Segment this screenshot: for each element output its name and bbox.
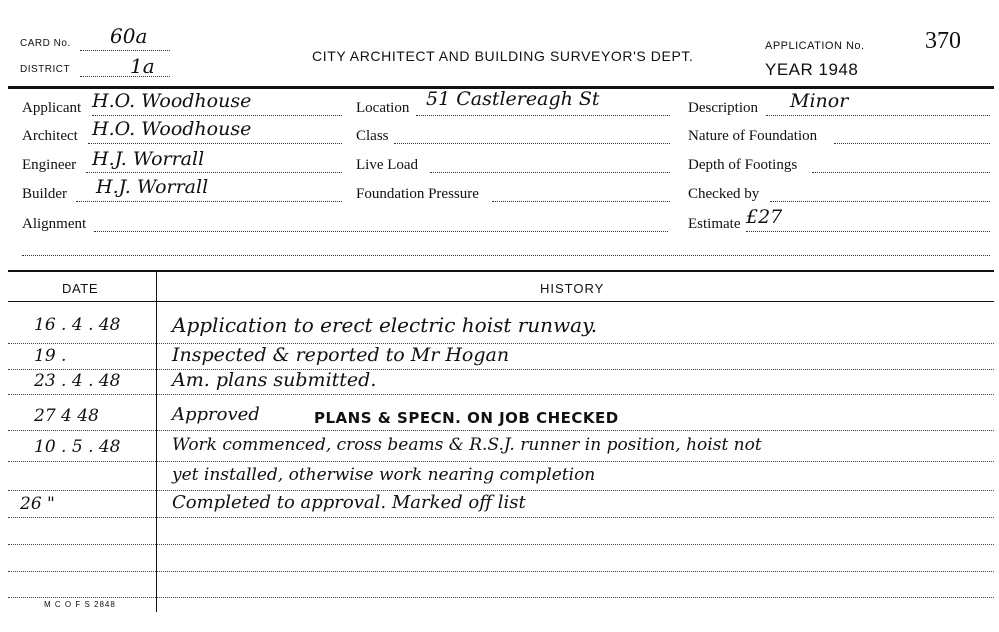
card-no-value: 60a xyxy=(110,24,148,48)
district-line xyxy=(80,76,170,77)
history-date: 23 . 4 . 48 xyxy=(34,371,121,391)
architect-value: H.O. Woodhouse xyxy=(92,118,252,140)
nature-of-foundation-label: Nature of Foundation xyxy=(688,128,818,144)
checked-line xyxy=(770,201,990,202)
form-code: M C O F S 2848 xyxy=(44,600,116,609)
card-no-label: CARD No. xyxy=(20,38,71,49)
builder-line xyxy=(76,201,342,202)
row-line xyxy=(8,369,994,370)
class-line xyxy=(394,143,670,144)
history-entry: yet installed, otherwise work nearing completion xyxy=(172,465,596,485)
engineer-value: H.J. Worrall xyxy=(92,148,205,170)
architect-label: Architect xyxy=(22,128,78,144)
alignment-label: Alignment xyxy=(22,216,87,232)
history-date: 10 . 5 . 48 xyxy=(34,437,121,457)
district-value: 1a xyxy=(130,54,155,78)
application-no-value: 370 xyxy=(925,28,961,54)
history-date: 26 " xyxy=(20,494,55,514)
row-line xyxy=(8,597,994,598)
row-line xyxy=(8,394,994,395)
builder-value: H.J. Worrall xyxy=(96,176,209,198)
alignment-line xyxy=(94,231,668,232)
checked-by-label: Checked by xyxy=(688,186,760,202)
history-entry: Inspected & reported to Mr Hogan xyxy=(172,344,510,366)
description-label: Description xyxy=(688,100,758,116)
description-line xyxy=(766,115,990,116)
nature-line xyxy=(834,143,990,144)
estimate-value: £27 xyxy=(746,206,783,228)
district-label: DISTRICT xyxy=(20,64,71,75)
card-no-line xyxy=(80,50,170,51)
row-line xyxy=(8,517,994,518)
dept-title: CITY ARCHITECT AND BUILDING SURVEYOR'S DEPT. xyxy=(312,48,694,64)
history-column-header: HISTORY xyxy=(540,281,605,296)
applicant-line xyxy=(92,115,342,116)
applicant-label: Applicant xyxy=(22,100,82,116)
architect-line xyxy=(88,143,342,144)
history-date: 16 . 4 . 48 xyxy=(34,315,121,335)
row-line xyxy=(8,490,994,491)
class-label: Class xyxy=(356,128,389,144)
engineer-label: Engineer xyxy=(22,157,77,173)
history-date: 27 4 48 xyxy=(34,406,99,426)
history-date: 19 . xyxy=(34,346,67,366)
blank-field-line xyxy=(22,255,990,256)
history-entry: Completed to approval. Marked off list xyxy=(172,492,526,513)
history-entry: Am. plans submitted. xyxy=(172,369,377,391)
live-load-label: Live Load xyxy=(356,157,419,173)
estimate-label: Estimate xyxy=(688,216,741,232)
checked-stamp: PLANS & SPECN. ON JOB CHECKED xyxy=(314,409,619,427)
row-line xyxy=(8,430,994,431)
foundation-pressure-line xyxy=(492,201,670,202)
description-value: Minor xyxy=(790,90,849,112)
location-line xyxy=(416,115,670,116)
location-value: 51 Castlereagh St xyxy=(426,88,600,110)
location-label: Location xyxy=(356,100,410,116)
engineer-line xyxy=(86,172,342,173)
depth-line xyxy=(812,172,990,173)
year-label: YEAR 1948 xyxy=(765,60,859,79)
row-line xyxy=(8,544,994,545)
estimate-line xyxy=(746,231,990,232)
date-column-divider xyxy=(156,272,157,612)
history-entry: Application to erect electric hoist runway. xyxy=(172,313,598,337)
foundation-pressure-label: Foundation Pressure xyxy=(356,186,479,202)
row-line xyxy=(8,571,994,572)
date-column-header: DATE xyxy=(62,281,99,296)
history-entry: Approved xyxy=(172,404,260,425)
depth-of-footings-label: Depth of Footings xyxy=(688,157,798,173)
live-load-line xyxy=(430,172,670,173)
builder-label: Builder xyxy=(22,186,67,202)
row-line xyxy=(8,461,994,462)
application-no-label: APPLICATION No. xyxy=(765,40,865,52)
history-entry: Work commenced, cross beams & R.S.J. runner in position, hoist not xyxy=(172,435,762,455)
applicant-value: H.O. Woodhouse xyxy=(92,90,252,112)
